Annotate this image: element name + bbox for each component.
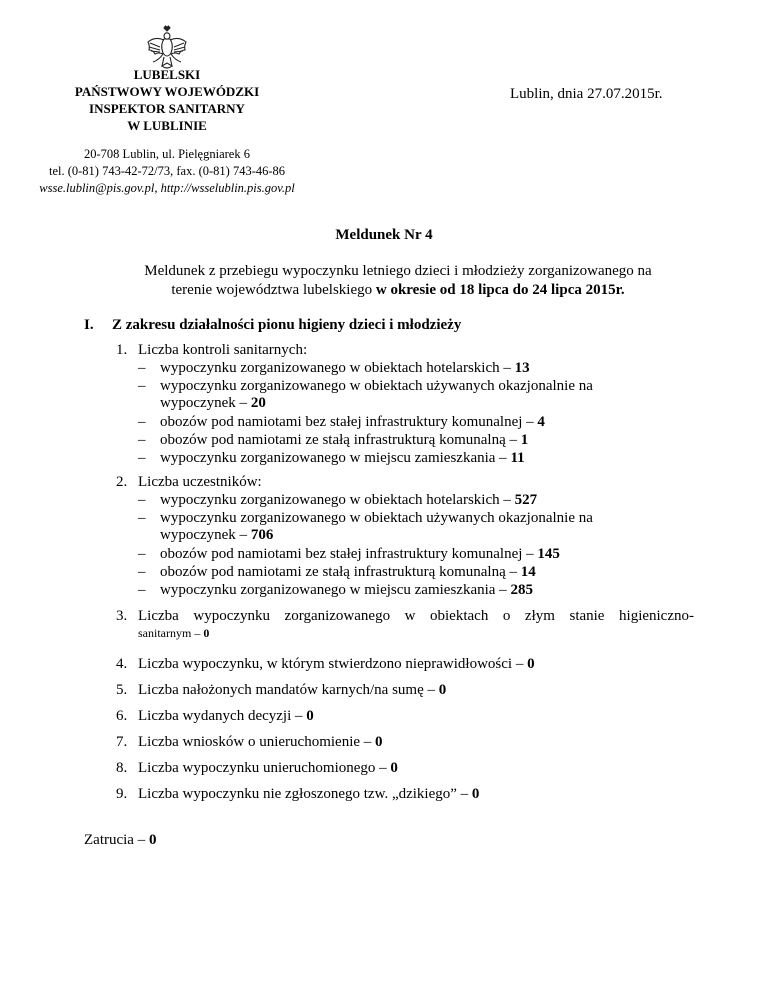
item-number: 9. xyxy=(116,786,128,802)
footer-label: Zatrucia – xyxy=(84,832,149,848)
item-value: 0 xyxy=(203,626,210,640)
item-value: 0 xyxy=(527,656,535,672)
sub-item-continuation xyxy=(160,527,273,544)
item-number: 4. xyxy=(116,656,128,672)
sub-value: 4 xyxy=(537,414,545,430)
dash: – xyxy=(138,378,146,394)
sub-value: 285 xyxy=(510,582,533,598)
item-label: Liczba kontroli sanitarnych: xyxy=(138,342,308,358)
item-number: 3. xyxy=(116,608,128,624)
email-web: wsse.lublin@pis.gov.pl, http://wsselublin.pis.gov.pl xyxy=(39,181,295,195)
item-label: Liczba wypoczynku, w którym stwierdzono nieprawidłowości – xyxy=(138,656,528,672)
sub-label: wypoczynku zorganizowanego w obiektach hotelarskich – xyxy=(160,492,515,508)
sub-value: 11 xyxy=(510,450,525,466)
address: 20-708 Lublin, ul. Pielęgniarek 6 xyxy=(84,147,250,161)
footer-poisonings xyxy=(84,832,156,849)
intro-line-2 xyxy=(118,281,678,300)
sub-item-continuation xyxy=(160,395,266,412)
dash: – xyxy=(138,414,146,430)
item-value: 0 xyxy=(390,760,398,776)
dash: – xyxy=(138,582,146,598)
dash: – xyxy=(138,546,146,562)
section-heading xyxy=(84,317,461,334)
item-label: Liczba wydanych decyzji – xyxy=(138,708,307,724)
institution-name xyxy=(60,66,274,134)
item-number: 8. xyxy=(116,760,128,776)
item-label: sanitarnym – xyxy=(138,626,204,640)
item-label: Liczba wniosków o unieruchomienie – xyxy=(138,734,376,750)
sub-label: wypoczynku zorganizowanego w miejscu zamieszkania – xyxy=(160,582,511,598)
document-title: Meldunek Nr 4 xyxy=(335,227,433,243)
item-value: 0 xyxy=(471,786,480,802)
sub-label: wypoczynku zorganizowanego w miejscu zamieszkania – xyxy=(160,450,511,466)
intro-text: terenie województwa lubelskiego xyxy=(171,282,376,298)
contact-block xyxy=(30,146,304,197)
sub-label: wypoczynku zorganizowanego w obiektach używanych okazjonalnie na xyxy=(160,378,593,394)
sub-label: wypoczynku zorganizowanego w obiektach używanych okazjonalnie na xyxy=(160,510,593,526)
dash: – xyxy=(138,450,146,466)
item-number: 7. xyxy=(116,734,128,750)
sub-label: obozów pod namiotami bez stałej infrastruktury komunalnej – xyxy=(160,546,538,562)
sub-value: 20 xyxy=(250,395,266,411)
sub-value: 13 xyxy=(514,360,530,376)
dash: – xyxy=(138,510,146,526)
phone-fax: tel. (0-81) 743-42-72/73, fax. (0-81) 743-46-86 xyxy=(48,164,286,178)
sub-label: wypoczynek – xyxy=(160,527,251,543)
item-label: Liczba wypoczynku zorganizowanego w obiektach o złym stanie higieniczno- xyxy=(138,608,694,624)
sub-value: 706 xyxy=(250,527,274,543)
item-number: 1. xyxy=(116,342,128,358)
sub-label: obozów pod namiotami ze stałą infrastrukturą komunalną – xyxy=(160,432,521,448)
sub-label: wypoczynku zorganizowanego w obiektach hotelarskich – xyxy=(160,360,515,376)
dash: – xyxy=(138,360,146,376)
item-label: Liczba wypoczynku unieruchomionego – xyxy=(138,760,391,776)
sub-value: 145 xyxy=(537,546,560,562)
item-label: Liczba wypoczynku nie zgłoszonego tzw. „dzikiego” – xyxy=(138,786,472,802)
sub-value: 527 xyxy=(514,492,538,508)
intro-line-1: Meldunek z przebiegu wypoczynku letniego dzieci i młodzieży zorganizowanego na xyxy=(144,263,652,279)
item-value: 0 xyxy=(375,734,383,750)
item-label: Liczba nałożonych mandatów karnych/na sumę – xyxy=(138,682,439,698)
item-label: Liczba uczestników: xyxy=(138,474,262,490)
sub-value: 1 xyxy=(520,432,529,448)
dash: – xyxy=(138,492,146,508)
section-number: I. xyxy=(84,317,94,333)
institution-line: LUBELSKI xyxy=(133,67,201,82)
sub-label: obozów pod namiotami ze stałą infrastrukturą komunalną – xyxy=(160,564,521,580)
institution-line: INSPEKTOR SANITARNY xyxy=(89,101,245,116)
item-value: 0 xyxy=(438,682,447,698)
document-date: Lublin, dnia 27.07.2015r. xyxy=(510,86,663,102)
intro-paragraph xyxy=(118,262,678,300)
institution-line: W LUBLINIE xyxy=(127,118,207,133)
section-title: Z zakresu działalności pionu higieny dzieci i młodzieży xyxy=(112,317,462,333)
footer-value: 0 xyxy=(148,832,157,848)
dash: – xyxy=(138,432,146,448)
item-number: 6. xyxy=(116,708,128,724)
institution-line: PAŃSTWOWY WOJEWÓDZKI xyxy=(74,84,260,99)
intro-period: w okresie od 18 lipca do 24 lipca 2015r. xyxy=(375,282,625,298)
sub-value: 14 xyxy=(520,564,536,580)
eagle-emblem-icon xyxy=(146,25,188,71)
sub-label: wypoczynek – xyxy=(160,395,251,411)
item-number: 5. xyxy=(116,682,128,698)
item-label-continuation xyxy=(138,626,209,641)
item-number: 2. xyxy=(116,474,128,490)
dash: – xyxy=(138,564,146,580)
item-value: 0 xyxy=(306,708,314,724)
sub-label: obozów pod namiotami bez stałej infrastruktury komunalnej – xyxy=(160,414,538,430)
